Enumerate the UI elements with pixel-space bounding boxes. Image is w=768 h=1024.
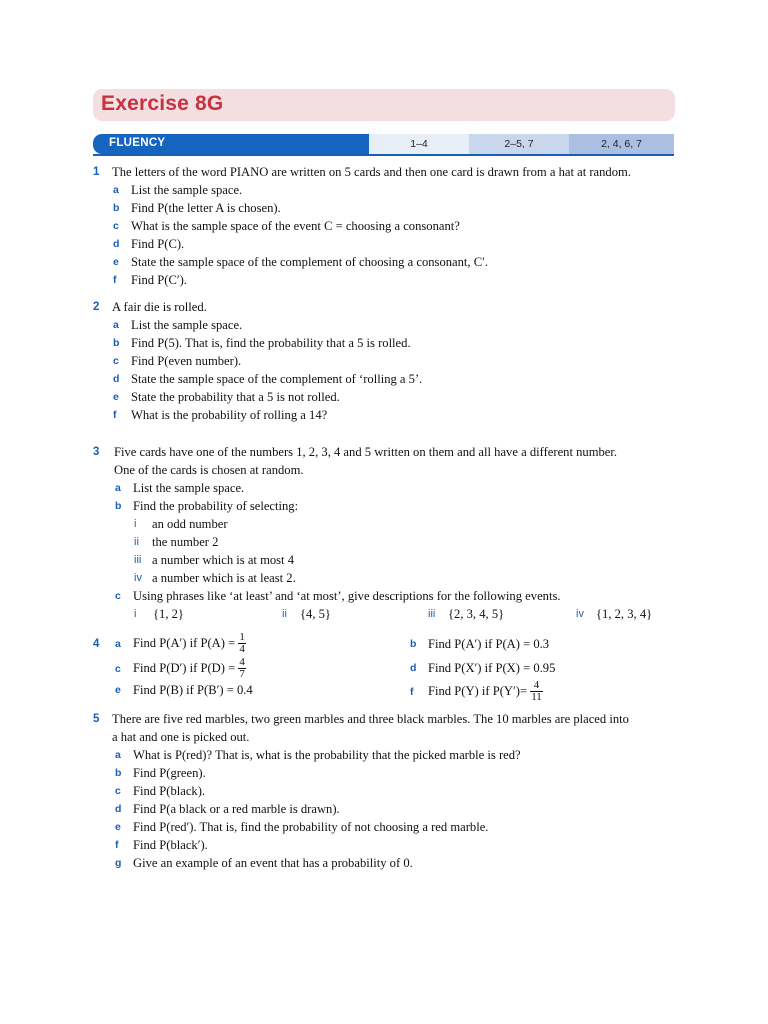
part-text: Find P(a black or a red marble is drawn).	[133, 802, 340, 816]
part-text: Find P(5). That is, find the probability that a 5 is rolled.	[131, 336, 411, 350]
part-letter: a	[115, 482, 121, 494]
part-letter: a	[115, 638, 121, 650]
question-number: 4	[93, 638, 100, 650]
part-text: Find P(B) if P(B′) = 0.4	[133, 683, 253, 697]
question-number: 2	[93, 301, 100, 313]
part-text: Find P(black).	[133, 784, 206, 798]
part-text: Find P(C′).	[131, 273, 187, 287]
part-text: List the sample space.	[133, 481, 245, 495]
fraction-denominator: 4	[239, 642, 245, 655]
part-text: Find P(C).	[131, 237, 185, 251]
part-letter: f	[113, 274, 117, 286]
subpart-text: an odd number	[152, 517, 228, 531]
fraction-numerator: 4	[530, 680, 543, 692]
fraction	[238, 657, 246, 680]
subpart-numeral: ii	[282, 608, 287, 620]
part-text: Using phrases like ‘at least’ and ‘at most’, give descriptions for the following events.	[133, 589, 561, 603]
part-letter: b	[115, 500, 122, 512]
subpart-text: {2, 3, 4, 5}	[448, 607, 505, 621]
part-text: Find P(the letter A is chosen).	[131, 201, 281, 215]
part-letter: b	[410, 638, 417, 650]
fluency-pathway-1: 1–4	[369, 134, 469, 154]
subpart-numeral: iii	[134, 554, 142, 566]
fraction-denominator: 7	[239, 667, 245, 680]
part-letter: f	[113, 409, 117, 421]
part-letter: c	[115, 590, 121, 602]
exercise-header	[93, 89, 675, 121]
fraction-numerator: 4	[239, 655, 245, 668]
part-letter: a	[113, 319, 119, 331]
part-letter: c	[115, 663, 121, 675]
subpart-numeral: iv	[576, 608, 584, 620]
fraction	[238, 632, 246, 655]
subpart-text: {1, 2, 3, 4}	[596, 607, 653, 621]
fluency-pathway-3: 2, 4, 6, 7	[569, 134, 674, 154]
fluency-bar	[93, 134, 674, 154]
question-number: 5	[93, 713, 100, 725]
question-number: 3	[93, 446, 100, 458]
part-letter: d	[113, 238, 120, 250]
part-letter: c	[115, 785, 121, 797]
part-text: Find P(X′) if P(X) = 0.95	[428, 661, 556, 675]
exercise-title: Exercise 8G	[101, 92, 224, 115]
subpart-numeral: i	[134, 608, 137, 620]
part-text: What is the sample space of the event C = choosing a consonant?	[131, 219, 460, 233]
part-text: State the sample space of the complement of choosing a consonant, C′.	[131, 255, 489, 269]
subpart-text: a number which is at most 4	[152, 553, 295, 567]
part-letter: b	[115, 767, 122, 779]
question-stem: A fair die is rolled.	[112, 300, 207, 314]
part-text: Give an example of an event that has a probability of 0.	[133, 856, 413, 870]
part-letter: d	[410, 662, 417, 674]
part-letter: b	[113, 337, 120, 349]
part-letter: e	[113, 256, 119, 268]
part-text: List the sample space.	[131, 183, 243, 197]
header-rule	[93, 154, 674, 156]
part-letter: d	[113, 373, 120, 385]
fraction-numerator: 1	[239, 630, 245, 643]
question-stem: Five cards have one of the numbers 1, 2, 3, 4 and 5 written on them and all have a different number.	[114, 445, 618, 459]
part-letter: a	[115, 749, 121, 761]
part-text-prefix: Find P(D′) if P(D) =	[133, 661, 239, 675]
part-text: State the probability that a 5 is not rolled.	[131, 390, 340, 404]
subpart-numeral: iv	[134, 572, 142, 584]
part-text: What is P(red)? That is, what is the probability that the picked marble is red?	[133, 748, 521, 762]
fluency-label: FLUENCY	[109, 137, 166, 149]
part-text-prefix: Find P(A′) if P(A) =	[133, 636, 239, 650]
part-letter: f	[410, 686, 414, 698]
part-letter: c	[113, 355, 119, 367]
part-letter: b	[113, 202, 120, 214]
part-letter: a	[113, 184, 119, 196]
question-number: 1	[93, 166, 100, 178]
part-text-prefix: Find P(Y) if P(Y′)=	[428, 684, 531, 698]
part-letter: d	[115, 803, 122, 815]
part-text	[428, 676, 543, 706]
part-text: State the sample space of the complement of ‘rolling a 5’.	[131, 372, 423, 386]
subpart-numeral: iii	[428, 608, 436, 620]
subpart-text: {4, 5}	[300, 607, 331, 621]
subpart-numeral: ii	[134, 536, 139, 548]
subpart-text: {1, 2}	[153, 607, 184, 621]
fraction	[530, 680, 543, 703]
part-letter: e	[115, 821, 121, 833]
fluency-label-box	[93, 134, 369, 154]
part-letter: g	[115, 857, 122, 869]
part-text: Find P(green).	[133, 766, 206, 780]
part-text: List the sample space.	[131, 318, 243, 332]
part-letter: f	[115, 839, 119, 851]
part-text: Find P(black′).	[133, 838, 208, 852]
subpart-text: a number which is at least 2.	[152, 571, 296, 585]
question-stem: There are five red marbles, two green marbles and three black marbles. The 10 marbles are placed into	[112, 712, 629, 726]
part-text: Find P(even number).	[131, 354, 242, 368]
question-stem: a hat and one is picked out.	[112, 730, 250, 744]
part-text: Find P(A′) if P(A) = 0.3	[428, 637, 550, 651]
subpart-numeral: i	[134, 518, 137, 530]
fraction-denominator: 11	[531, 690, 542, 703]
part-letter: c	[113, 220, 119, 232]
part-text: Find the probability of selecting:	[133, 499, 299, 513]
part-letter: e	[113, 391, 119, 403]
question-stem: The letters of the word PIANO are written on 5 cards and then one card is drawn from a hat at random.	[112, 165, 631, 179]
part-letter: e	[115, 684, 121, 696]
subpart-text: the number 2	[152, 535, 219, 549]
question-stem: One of the cards is chosen at random.	[114, 463, 304, 477]
part-text: Find P(red′). That is, find the probability of not choosing a red marble.	[133, 820, 489, 834]
part-text	[133, 653, 246, 683]
fluency-pathway-2: 2–5, 7	[469, 134, 569, 154]
part-text: What is the probability of rolling a 14?	[131, 408, 328, 422]
